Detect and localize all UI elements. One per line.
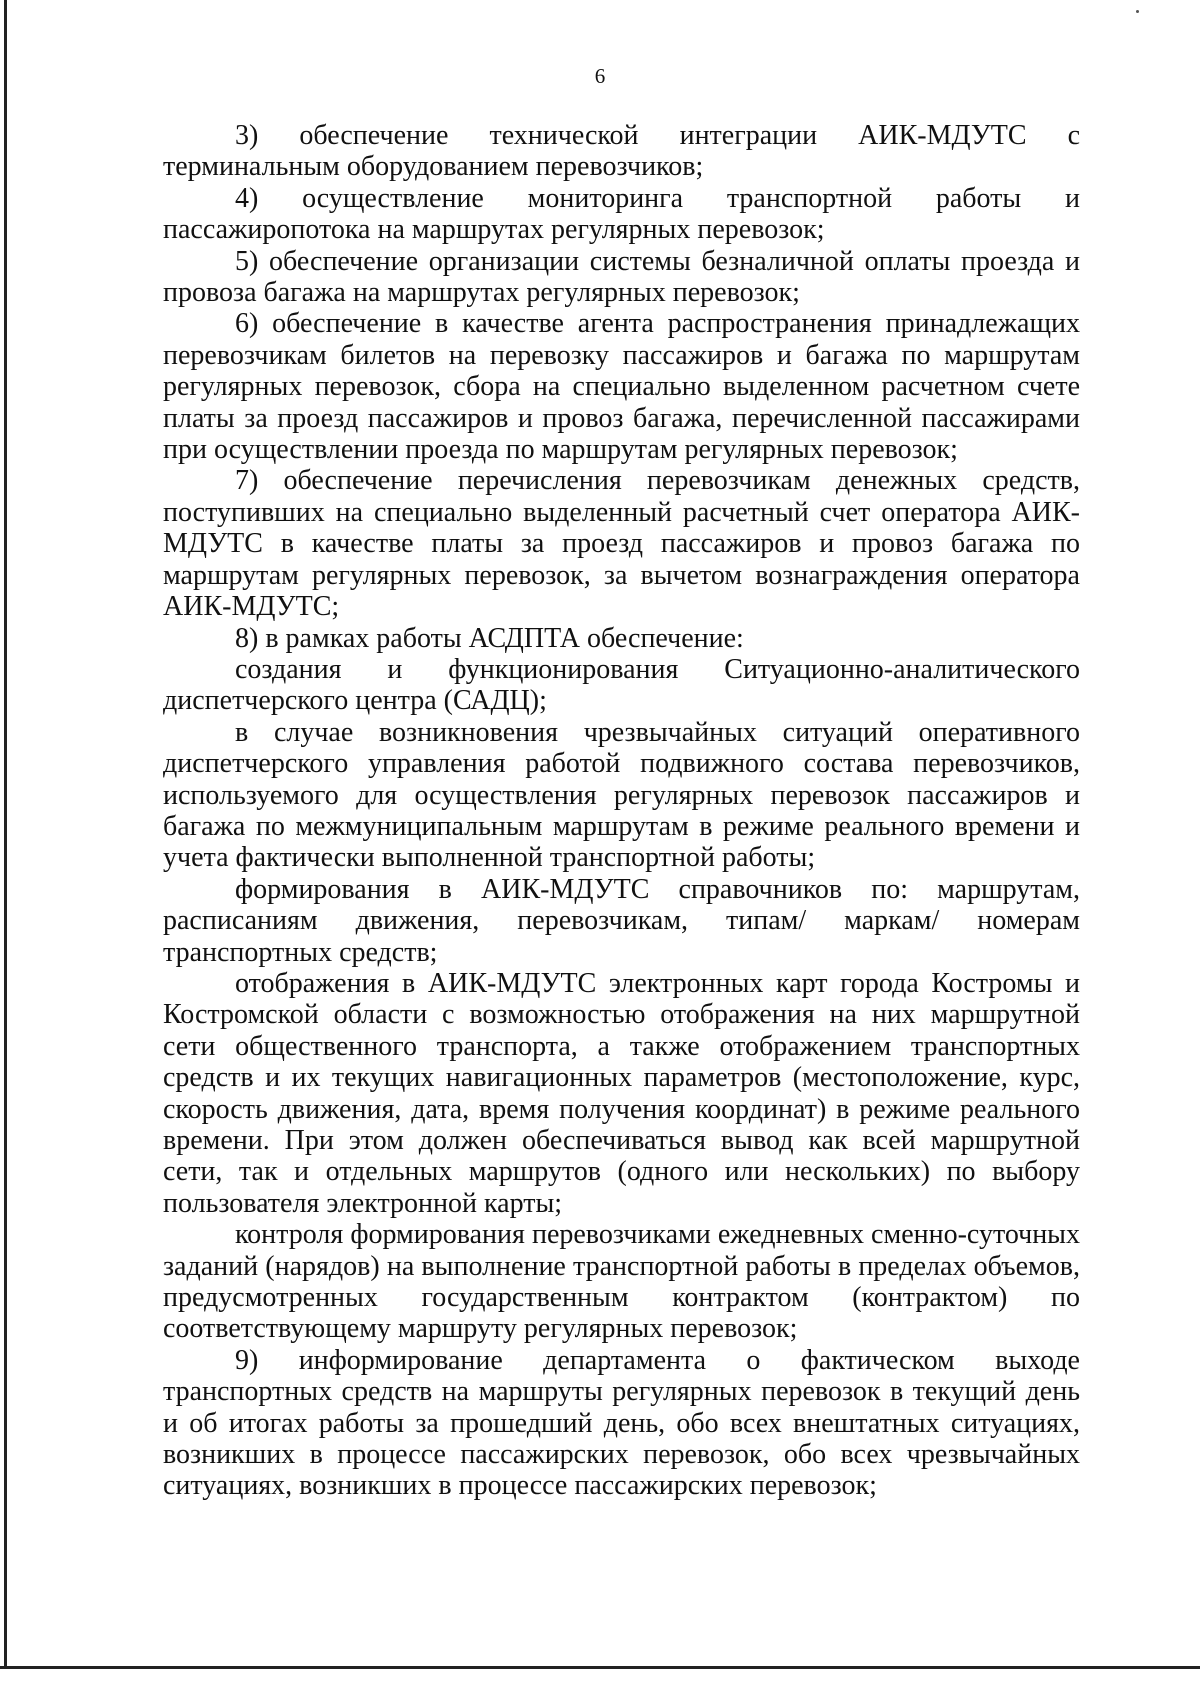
- paragraph-item-3: 3) обеспечение технической интеграции АИК-МДУТС с терминальным оборудованием перевозчиков;: [163, 120, 1080, 183]
- scan-artifact-dot: [1136, 10, 1139, 13]
- paragraph-item-5: 5) обеспечение организации системы безналичной оплаты проезда и провоза багажа на маршрутах регулярных перевозок;: [163, 245, 1080, 309]
- paragraph-item-6: 6) обеспечение в качестве агента распространения принадлежащих перевозчикам билетов на перевозку пассажиров и багажа по маршрутам регулярных перевозок, сбора на специально выделенном расчетном счете платы за проезд пассажиров и провоз багажа, перечисленной пассажирами при осуществлении проезда по маршрутам регулярных перевозок;: [163, 308, 1080, 466]
- paragraph-reference-books: формирования в АИК-МДУТС справочников по: маршрутам, расписаниям движения, перевозчикам, типам/ маркам/ номерам транспортных средств;: [163, 873, 1080, 968]
- document-body: [163, 120, 1080, 1502]
- scan-left-border: [4, 0, 7, 1666]
- paragraph-item-8: 8) в рамках работы АСДПТА обеспечение:: [235, 622, 744, 654]
- paragraph-shift-tasks-control: контроля формирования перевозчиками ежедневных сменно-суточных заданий (нарядов) на выполнение транспортной работы в пределах объемов, предусмотренных государственным контрактом (контрактом) по соответствующему маршруту регулярных перевозок;: [163, 1219, 1080, 1345]
- paragraph-sadc: создания и функционирования Ситуационно-аналитического диспетчерского центра (САДЦ);: [163, 653, 1080, 717]
- page-number: 6: [594, 64, 606, 88]
- paragraph-emergency-dispatch: в случае возникновения чрезвычайных ситуаций оперативного диспетчерского управления работой подвижного состава перевозчиков, используемого для осуществления регулярных перевозок пассажиров и багажа по межмуниципальным маршрутам в режиме реального времени и учета фактически выполненной транспортной работы;: [163, 716, 1080, 874]
- scan-bottom-border: [0, 1666, 1200, 1669]
- paragraph-item-4: 4) осуществление мониторинга транспортной работы и пассажиропотока на маршрутах регулярных перевозок;: [163, 182, 1080, 246]
- paragraph-electronic-maps: отображения в АИК-МДУТС электронных карт города Костромы и Костромской области с возможностью отображения на них маршрутной сети общественного транспорта, а также отображением транспортных средств и их текущих навигационных параметров (местоположение, курс, скорость движения, дата, время получения координат) в режиме реального времени. При этом должен обеспечиваться вывод как всей маршрутной сети, так и отдельных маршрутов (одного или нескольких) по выбору пользователя электронной карты;: [163, 967, 1080, 1219]
- paragraph-item-7: 7) обеспечение перечисления перевозчикам денежных средств, поступивших на специально выделенный расчетный счет оператора АИК-МДУТС в качестве платы за проезд пассажиров и провоз багажа по маршрутам регулярных перевозок, за вычетом вознаграждения оператора АИК-МДУТС;: [163, 465, 1080, 623]
- paragraph-item-9: 9) информирование департамента о фактическом выходе транспортных средств на маршруты регулярных перевозок в текущий день и об итогах работы за прошедший день, обо всех внештатных ситуациях, возникших в процессе пассажирских перевозок, обо всех чрезвычайных ситуациях, возникших в процессе пассажирских перевозок;: [163, 1344, 1080, 1502]
